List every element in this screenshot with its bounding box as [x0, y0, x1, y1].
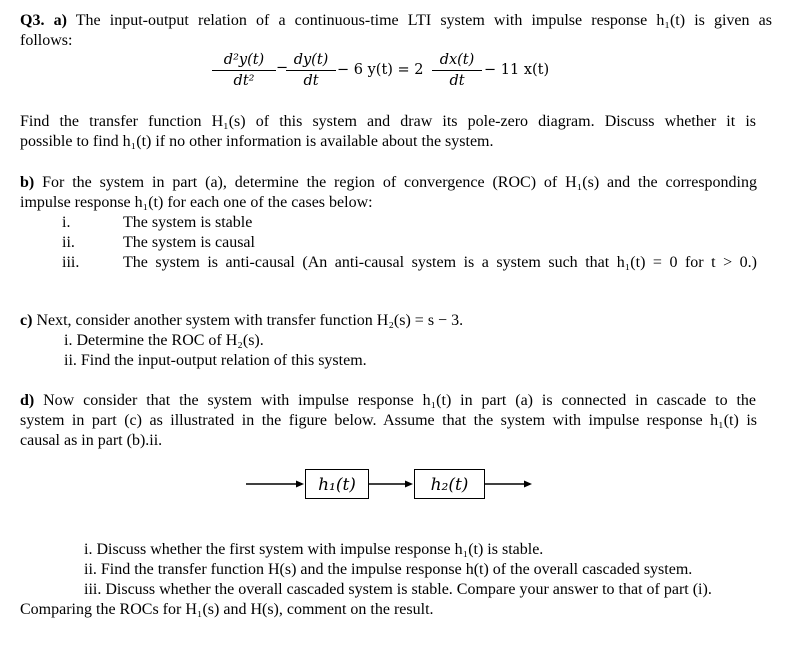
q3d-final: Comparing the ROCs for H₁(s) and H(s), comment on the result. — [20, 601, 434, 618]
q3a-line2: follows: — [20, 32, 73, 49]
q3b-item-text-2: The system is causal — [123, 234, 255, 251]
q3d-item-1: i. Discuss whether the first system with impulse response h₁(t) is stable. — [84, 541, 544, 558]
q3b-item-text-3: The system is anti-causal (An anti-causal system is a system such that h₁(t) = 0 for t > 0.) — [123, 254, 757, 271]
q3c-item-2: ii. Find the input-output relation of this system. — [64, 352, 367, 369]
q3a-find-line2: possible to find h₁(t) if no other information is available about the system. — [20, 133, 494, 150]
q3b-text-1: For the system in part (a), determine the region of convergence (ROC) of H₁(s) and the corresponding — [42, 174, 758, 191]
q3b-line2: impulse response h₁(t) for each one of the cases below: — [20, 194, 373, 211]
block-h2: h₂(t) — [414, 469, 485, 499]
cascade-arrows — [240, 466, 540, 506]
frac3-den: dt — [449, 73, 465, 89]
q3a-find-line1: Find the transfer function H₁(s) of this system and draw its pole-zero diagram. Discuss whether it is — [20, 113, 756, 130]
minus-sign: − — [276, 60, 289, 76]
frac-d2y-dt2 — [212, 50, 276, 91]
q3c-text-1: Next, consider another system with transfer function H₂(s) = s − 3. — [36, 312, 464, 329]
q3b-item-num-3: iii. — [62, 254, 80, 271]
q3d-line3: causal as in part (b).ii. — [20, 432, 163, 449]
q3b-item-num-1: i. — [62, 214, 71, 231]
q3d-item-3: iii. Discuss whether the overall cascaded system is stable. Compare your answer to that of part (i). — [84, 581, 712, 598]
q3c-item-1: i. Determine the ROC of H₂(s). — [64, 332, 264, 349]
q3d-item-2: ii. Find the transfer function H(s) and the impulse response h(t) of the overall cascaded system. — [84, 561, 693, 578]
q3b-item-num-2: ii. — [62, 234, 75, 251]
q3a-line1 — [20, 11, 772, 30]
part-b-label: b) — [20, 174, 35, 191]
block-h1: h₁(t) — [305, 469, 369, 499]
middle-arrowhead — [405, 481, 413, 488]
frac1-den: dt² — [233, 73, 255, 89]
q3d-line2: system in part (c) as illustrated in the figure below. Assume that the system with impulse response h₁(t) is — [20, 412, 757, 429]
output-arrowhead — [524, 481, 532, 488]
q3b-item-text-1: The system is stable — [123, 214, 253, 231]
frac1-num: d²y(t) — [212, 50, 276, 71]
frac3-num: dx(t) — [432, 50, 482, 71]
eq-tail: − 11 x(t) — [484, 62, 550, 78]
frac2-num: dy(t) — [286, 50, 336, 71]
q3c-line1 — [20, 311, 463, 330]
q3d-line1 — [20, 391, 756, 410]
frac-dy-dt — [286, 50, 336, 91]
part-d-label: d) — [20, 392, 35, 409]
input-arrowhead — [296, 481, 304, 488]
q3a-text-1: The input-output relation of a continuous-time LTI system with impulse response h₁(t) is given as — [75, 12, 772, 29]
frac-dx-dt — [432, 50, 482, 91]
frac2-den: dt — [303, 73, 319, 89]
q3b-line1 — [20, 173, 757, 192]
question-label: Q3. a) — [20, 12, 67, 29]
part-c-label: c) — [20, 312, 33, 329]
eq-middle: − 6 y(t) = 2 — [337, 62, 424, 78]
q3d-text-1: Now consider that the system with impulse response h₁(t) in part (a) is connected in cascade to the — [43, 392, 757, 409]
